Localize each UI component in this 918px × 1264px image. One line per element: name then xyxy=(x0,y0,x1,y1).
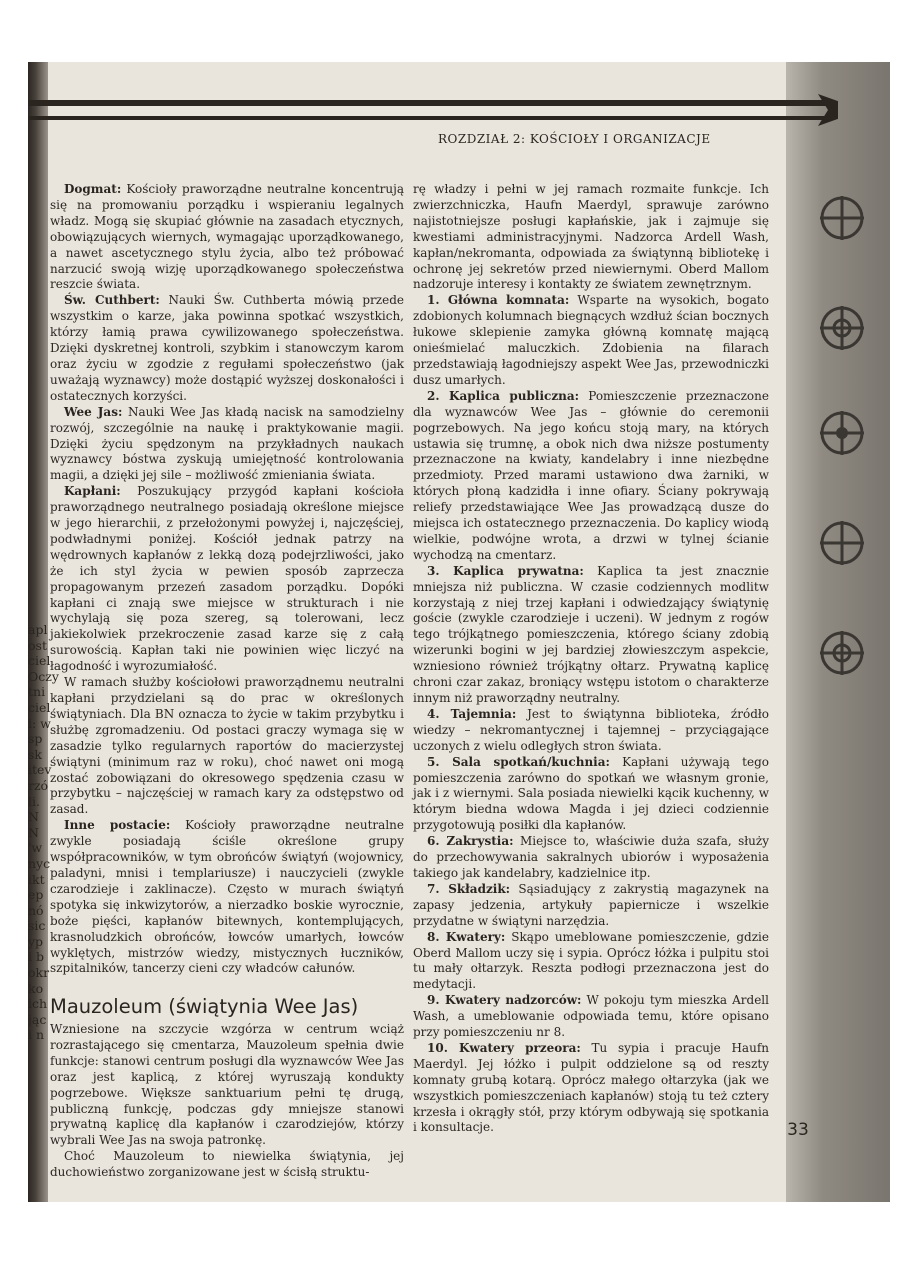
edge-fragment: i: w xyxy=(28,715,51,731)
paragraph xyxy=(50,675,404,818)
edge-fragment: yp xyxy=(28,933,44,949)
edge-fragment: itev xyxy=(28,762,52,778)
left-column-bottom xyxy=(50,1022,404,1181)
paragraph-lead: Kapłani: xyxy=(64,484,121,499)
edge-fragment: 'w xyxy=(28,840,43,856)
paragraph-text: Sąsiadujący z zakrystią magazynek na zapasy jedzenia, artykuły papiernicze i wszelkie przydatne w świątyni narzędzia. xyxy=(413,881,769,928)
edge-fragment: ciel xyxy=(28,653,51,669)
paragraph xyxy=(413,834,769,882)
paragraph-text: W pokoju tym mieszka Ardell Wash, a umeblowanie odpowiada temu, które opisano przy pomieszczeniu nr 8. xyxy=(413,993,769,1040)
paragraph-text: Tu sypia i pracuje Haufn Maerdyl. Jej łóżko i pulpit oddzielone są od reszty komnaty grubą kotarą. Oprócz małego ołtarzyka (jak we wszystkich pomieszczeniach kapłanów) stoją tu też cztery krzesła i okrągły stół, przy którym odbywają się spotkania i konsultacje. xyxy=(413,1040,769,1135)
edge-fragment: i b xyxy=(28,949,44,965)
paragraph-lead: Dogmat: xyxy=(64,182,122,196)
holy-symbol-icon xyxy=(816,627,868,679)
paragraph xyxy=(50,1022,404,1149)
paragraph xyxy=(50,484,404,675)
paragraph-text: Miejsce to, właściwie duża szafa, służy do przechowywania sakralnych ubiorów i wyposażenia takiego jak kandelabry, kadzielnice itp. xyxy=(413,834,769,880)
paragraph xyxy=(413,707,769,755)
edge-fragment: sk xyxy=(28,746,42,762)
paragraph-text: W ramach służby kościołowi praworządnemu neutralni kapłani przydzielani są do prac w określonych świątyniach. Dla BN oznacza to życie w takim przybytku i służbę zgromadzeniu. Od postaci graczy wymaga się w zasadzie tylko regularnych raportów do macierzystej świątyni (minimum raz w roku), choć nawet oni mogą zostać zobowiązani do okresowego spędzenia czasu w przybytku – najczęściej w ramach kary za odstępstwo od zasad. xyxy=(50,675,404,817)
paragraph-text: Skąpo umeblowane pomieszczenie, gdzie Oberd Mallom uczy się i sypia. Oprócz łóżka i pulpitu stoi tu mały ołtarzyk. Reszta podłogi przeznaczona jest do medytacji. xyxy=(413,929,769,992)
paragraph xyxy=(50,818,404,977)
edge-fragment: ost xyxy=(28,637,47,653)
page-number: 33 xyxy=(787,1120,809,1140)
holy-symbol-icon xyxy=(816,192,868,244)
paragraph-lead: Inne postacie: xyxy=(64,818,171,833)
paragraph-text: Pomieszczenie przeznaczone dla wyznawców Wee Jas – głównie do ceremonii pogrzebowych. Na jego końcu stoją mary, na których ustawia się trumnę, a obok nich dwa niższe postumenty przeznaczone na kwiaty, kandelabry i inne niezbędne przedmioty. Przed marami ustawiono dwa żarniki, w których płoną kadzidła i inne ofiary. Ściany pokrywają reliefy przedstawiające Wee Jas prowadzącą dusze do miejsca ich ostatecznego przeznaczenia. Do kaplicy wiodą wielkie, podwójne wrota, a drzwi w tylnej ścianie wychodzą na cmentarz. xyxy=(413,388,769,562)
paragraph-text: Kaplica ta jest znacznie mniejsza niż publiczna. W czasie codziennych modlitw korzystają z niej trzej kapłani i odwiedzający świątynię goście (zwykle czarodzieje i uczeni). W jednym z rogów tego trójkątnego pomieszczenia, którego ściany zdobią wizerunki bogini w jej bardziej złowieszczym aspekcie, wzniesiono również trójkątny ołtarz. Prywatną kaplicę chroni czar zakaz, broniący wstępu istotom o charakterze innym niż praworządny neutralny. xyxy=(413,563,769,705)
paragraph xyxy=(413,993,769,1041)
edge-fragment: apl xyxy=(28,622,48,637)
edge-fragment: okr xyxy=(28,965,50,981)
paragraph-lead: Św. Cuthbert: xyxy=(64,293,160,308)
edge-fragment: sic xyxy=(28,918,46,934)
edge-fragment: i n xyxy=(28,1027,45,1043)
edge-fragment: jąc xyxy=(28,1011,47,1027)
paragraph-lead: 4. Tajemnia: xyxy=(427,706,517,721)
edge-fragment: N xyxy=(28,824,39,840)
paragraph xyxy=(413,182,769,293)
edge-fragment: sp xyxy=(28,731,43,747)
paragraph xyxy=(413,1041,769,1136)
paragraph-lead: 6. Zakrystia: xyxy=(427,834,514,849)
paragraph-text: Kościoły praworządne neutralne zwykle posiadają ściśle określone grupy współpracowników, w tym obrońców świątyń (wojownicy, paladyni, mnisi i templariusze) i nauczycieli (zwykle czarodzieje i zaklinacze). Często w murach świątyń spotyka się inkwizytorów, a nierzadko boskie wyrocznie, boże pięści, kapłanów bitewnych, kontemplujących, krasnoludzkich obrońców, łowców umarłych, łowców wyklętych, mistrzów wiedzy, mistycznych łuczników, szpitalników, tancerzy cieni czy władców całunów. xyxy=(50,818,404,976)
holy-symbol-icon xyxy=(816,517,868,569)
edge-fragment: tni xyxy=(28,684,46,700)
paragraph-text: Kapłani używają tego pomieszczenia zarówno do spotkań we własnym gronie, jak i z wiernymi. Sala posiada niewielki kącik kuchenny, w którym biedna wdowa Magda i jej dzieci codziennie przygotowują posiłki dla kapłanów. xyxy=(413,754,769,833)
paragraph-lead: 1. Główna komnata: xyxy=(427,293,570,308)
chapter-header: ROZDZIAŁ 2: KOŚCIOŁY I ORGANIZACJE xyxy=(438,132,711,146)
paragraph-lead: 9. Kwatery nadzorców: xyxy=(427,993,582,1008)
paragraph xyxy=(413,564,769,707)
edge-fragment: ep xyxy=(28,887,44,903)
paragraph-text: Nauki Św. Cuthberta mówią przede wszystkim o karze, jaka powinna spotkać wszystkich, którzy łamią prawa cywilizowanego społeczeństwa. Dzięki dyskretnej kontroli, szybkim i stanowczym karom oraz życiu w zgodzie z regułami społeczeństwo (jak uważają wyznawcy) może dostąpić wyższej doskonałości i ostatecznych korzyści. xyxy=(50,293,404,403)
right-column xyxy=(413,182,769,1136)
edge-fragment: ciel xyxy=(28,699,51,715)
paragraph-lead: 7. Składzik: xyxy=(427,881,511,896)
paragraph-text: Nauki Wee Jas kładą nacisk na samodzielny rozwój, szczególnie na naukę i praktykowanie magii. Dzięki życiu spędzonym na przykładnych naukach wyznawcy bóstwa zyskują umiejętność kontrolowania magii, a dzięki jej sile – możliwość zmieniania świata. xyxy=(50,404,404,483)
edge-fragment: N xyxy=(28,809,39,825)
paragraph-lead: 5. Sala spotkań/kuchnia: xyxy=(427,754,610,769)
paragraph xyxy=(50,1149,404,1181)
paragraph-lead: 8. Kwatery: xyxy=(427,929,506,944)
edge-fragment: ko xyxy=(28,980,44,996)
paragraph xyxy=(413,389,769,564)
edge-fragment: Oczy xyxy=(28,668,59,684)
paragraph-text: Jest to świątynna biblioteka, źródło wiedzy – nekromantycznej i tajemnej – przyciągające uczonych z wielu odległych stron świata. xyxy=(413,706,769,753)
edge-fragment: ikt xyxy=(28,871,45,887)
paragraph-text: Wzniesione na szczycie wzgórza w centrum wciąż rozrastającego się cmentarza, Mauzoleum spełnia dwie funkcje: stanowi centrum posługi dla wyznawców Wee Jas oraz jest kaplicą, z której wyruszają kondukty pogrzebowe. Większe sanktuarium pełni tę drugą, publiczną funkcję, podczas gdy mniejsze stanowi prywatną kaplicę dla kapłanów i czarodziejów, którzy wybrali Wee Jas na swoja patronkę. xyxy=(50,1022,404,1148)
paragraph-text: Kościoły praworządne neutralne koncentrują się na promowaniu porządku i wspieraniu legalnych władz. Mogą się skupiać głównie na zasadach etycznych, obowiązujących wiernych, wymagając uporządkowanego, a nawet ascetycznego stylu życia, albo też próbować narzucić swoją wizję uporządkowanego społeczeństwa reszcie świata. xyxy=(50,182,404,292)
edge-fragment: nó xyxy=(28,902,44,918)
paragraph xyxy=(50,182,404,293)
paragraph-text: Poszukujący przygód kapłani kościoła praworządnego neutralnego posiadają określone miejsce w jego hierarchii, z przełożonymi powyżej i, najczęściej, podwładnymi poniżej. Kościół jednak patrzy na wędrownych kapłanów z lekką dozą podejrzliwości, jako że ich styl życia w pewien sposób zaprzecza propagowanym przezeń zasadom porządku. Dopóki kapłani ci znają swe miejsce w strukturach i nie wychylają się poza szereg, są tolerowani, lecz jakiekolwiek przekroczenie zasad karze się z całą surowością. Kapłan taki nie powinien więc liczyć na łagodność i wyrozumiałość. xyxy=(50,484,404,674)
paragraph-text: Choć Mauzoleum to niewielka świątynia, jej duchowieństwo zorganizowane jest w ścisłą struktu- xyxy=(50,1149,404,1180)
paragraph-text: Wsparte na wysokich, bogato zdobionych kolumnach biegnących wzdłuż ścian bocznych łukowe sklepienie zamyka główną komnatę mającą onieśmielać maluczkich. Zdobienia na filarach przedstawiają łagodniejszy aspekt Wee Jas, przewodniczki dusz umarłych. xyxy=(413,293,769,387)
edge-fragment: li. xyxy=(28,793,40,809)
holy-symbol-icon xyxy=(816,407,868,459)
book-page xyxy=(28,62,890,1202)
header-arrow-bar xyxy=(28,94,838,142)
edge-fragment: rzó xyxy=(28,777,49,793)
paragraph xyxy=(413,930,769,994)
paragraph xyxy=(50,405,404,485)
section-title: Mauzoleum (świątynia Wee Jas) xyxy=(50,995,359,1018)
paragraph-lead: Wee Jas: xyxy=(64,404,123,419)
left-column xyxy=(50,182,404,977)
paragraph-lead: 10. Kwatery przeora: xyxy=(427,1040,581,1055)
holy-symbol-icon xyxy=(816,302,868,354)
paragraph-lead: 2. Kaplica publiczna: xyxy=(427,388,580,403)
edge-fragment: nyc xyxy=(28,855,51,871)
paragraph-text: rę władzy i pełni w jej ramach rozmaite funkcje. Ich zwierzchniczka, Haufn Maerdyl, sprawuje zarówno najistotniejsze posługi kapłańskie, jak i zajmuje się kwestiami administracyjnymi. Nadzorca Ardell Wash, kapłan/nekromanta, odpowiada za świątynną bibliotekę i ochronę jej sekretów przed niewiernymi. Oberd Mallom nadzoruje interesy i kontakty ze światem zewnętrznym. xyxy=(413,182,769,292)
paragraph xyxy=(50,293,404,404)
paragraph xyxy=(413,882,769,930)
paragraph xyxy=(413,755,769,835)
edge-fragment: ich xyxy=(28,996,48,1012)
paragraph xyxy=(413,293,769,388)
decorative-side-band xyxy=(786,62,890,1202)
paragraph-lead: 3. Kaplica prywatna: xyxy=(427,563,584,578)
